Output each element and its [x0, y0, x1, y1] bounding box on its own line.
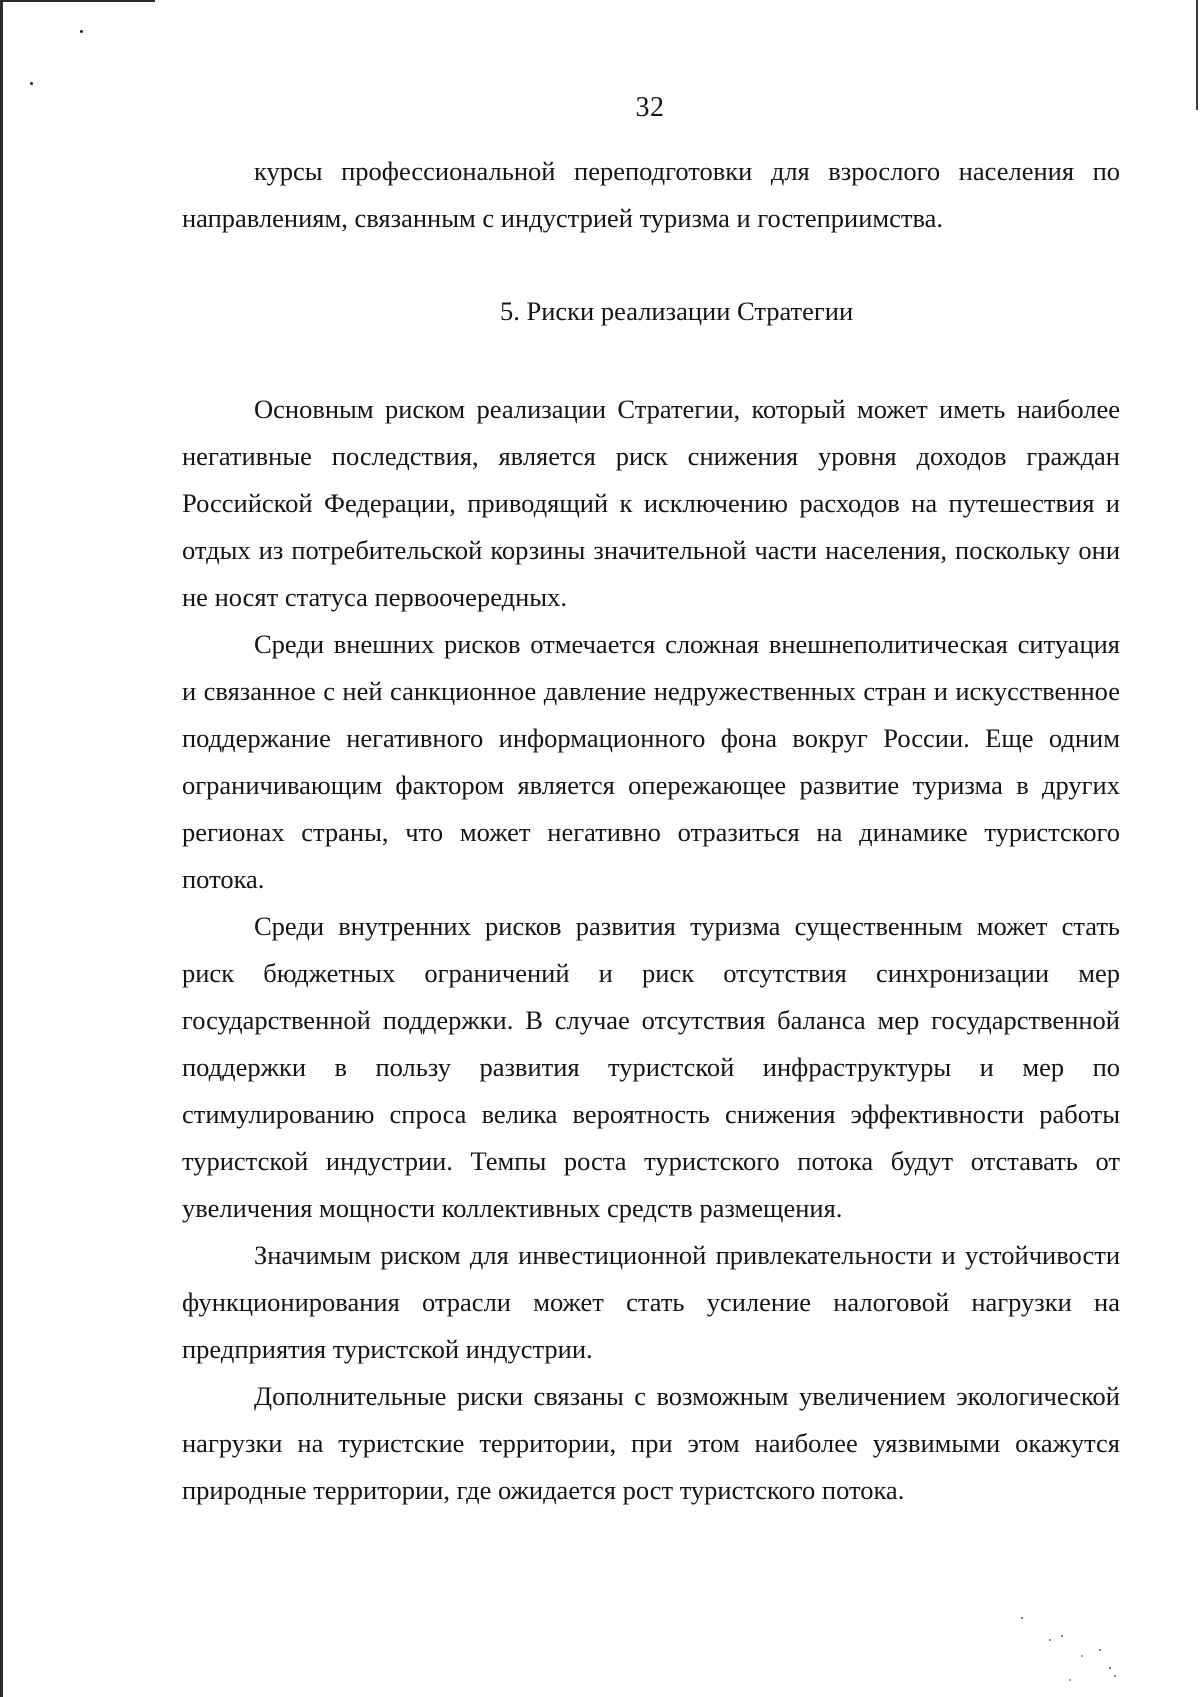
continuation-paragraph: курсы профессиональной переподготовки для взрослого населения по направлениям, связанным с индустрией туризма и гостеприимства.: [182, 156, 1120, 233]
paragraph-ecological-risk: Дополнительные риски связаны с возможным увеличением экологической нагрузки на туристские территории, при этом наиболее уязвимыми окажутся природные территории, где ожидается рост туристского потока.: [182, 1381, 1120, 1505]
scan-border-top: [0, 0, 155, 2]
continuation-block: [182, 148, 1120, 242]
paragraph-internal-risks: Среди внутренних рисков развития туризма существенным может стать риск бюджетных ограничений и риск отсутствия синхронизации мер государственной поддержки. В случае отсутствия баланса мер государственной поддержки в пользу развития туристской инфраструктуры и мер по стимулированию спроса велика вероятность снижения эффективности работы туристской индустрии. Темпы роста туристского потока будут отставать от увеличения мощности коллективных средств размещения.: [182, 911, 1120, 1223]
scan-speck: [30, 82, 33, 85]
scan-speck: [80, 30, 83, 33]
paragraph-main-risk: Основным риском реализации Стратегии, который может иметь наиболее негативные последствия, является риск снижения уровня доходов граждан Российской Федерации, приводящий к исключению расходов на путешествия и отдых из потребительской корзины значительной части населения, поскольку они не носят статуса первоочередных.: [182, 394, 1120, 612]
scan-noise: [1010, 1610, 1130, 1690]
section-heading: 5. Риски реализации Стратегии: [500, 296, 854, 326]
section-body: [182, 386, 1120, 1514]
paragraph-external-risks: Среди внешних рисков отмечается сложная внешнеполитическая ситуация и связанное с ней санкционное давление недружественных стран и искусственное поддержание негативного информационного фона вокруг России. Еще одним ограничивающим фактором является опережающее развитие туризма в других регионах страны, что может негативно отразиться на динамике туристского потока.: [182, 629, 1120, 894]
paragraph-tax-risk: Значимым риском для инвестиционной привлекательности и устойчивости функционирования отрасли может стать усиление налоговой нагрузки на предприятия туристской индустрии.: [182, 1240, 1120, 1364]
page-number: 32: [635, 92, 665, 123]
scan-border-left: [0, 0, 3, 1697]
